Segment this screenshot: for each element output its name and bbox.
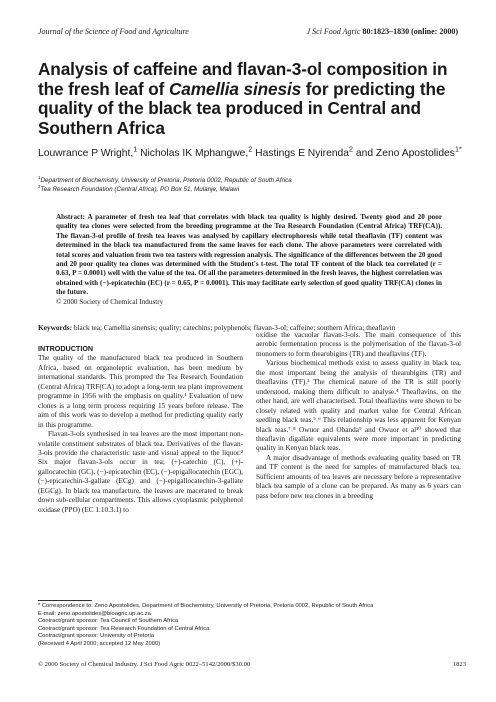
journal-name: Journal of the Science of Food and Agriculture [38, 27, 189, 36]
abstract-label: Abstract: [56, 213, 85, 221]
footnote-rule [38, 600, 92, 601]
abstract-copyright: © 2000 Society of Chemical Industry [56, 297, 164, 306]
paragraph: The quality of the manufactured black tea produced in Southern Africa, based on organoleptic evaluation, has been medium by international standards. This prompted the Tea Research Foundation (Central Africa) TRF(CA) to adopt a long-term tea plant improvement programme in 1956 with the emphasis on quality.¹ Evaluation of new clones is a long term process requiring 15 years before release. The aim of this work was to develop a method for predicting quality early in this programme. [38, 354, 243, 429]
paragraph: Flavan-3-ols synthesised in tea leaves are the most important non-volatile constituent substrates of black tea. Derivatives of the flavan-3-ols provide the characteristic taste and visual appeal to the liquor.² Six major flavan-3-ols occur in tea; (+)-catechin (C), (+)-gallocatechin (GC), (−)-epicatechin (EC), (−)-epigallocatechin (EGC), (−)-epicatechin-3-gallate (ECg) and (−)-epigallocatechin-3-gallate (EGCg). In black tea manufacture, the leaves are macerated to break down sub-cellular compartments. This allows cytoplasmic polyphenol oxidase (PPO) (EC 1.10.3.1) to [38, 430, 243, 514]
footer-copyright: © 2000 Society of Chemical Industry. J Sci Food Agric 0022–5142/2000/$30.00 [38, 661, 251, 668]
author-list [38, 144, 468, 160]
footnotes [38, 603, 468, 649]
abstract [56, 213, 442, 307]
section-heading: INTRODUCTION [38, 344, 94, 353]
abstract-text: A parameter of fresh tea leaf that correlates with black tea quality is highly desired. Twenty good and 20 poor quality tea clones were selected from the breeding programme at the Tea Research Foundation (Central Africa) TRF(CA)). The flavan-3-ol profile of fresh tea leaves was analysed by capillary electrophoresis while total theaflavin (TF) content was determined in the black tea manufactured from the same leaves for each clone. The above parameters were correlated with total scores and valuation from two tea tasters with regression analysis. The significance of the differences between the 20 good and 20 poor quality tea clones was determined with the Student's t-test. The total TF content of the black tea correlated (r = 0.63, P = 0.0001) well with the value of the tea. Of all the parameters determined in the fresh leaves, the highest correlation was obtained with (−)-epicatechin (EC) (r = 0.65, P = 0.0001). This may facilitate early selection of good quality TRF(CA) clones in the future. [56, 213, 442, 297]
affiliation: $^2$Tea Research Foundation (Central Africa), PO Box 51, Mulanje, Malawi [38, 183, 240, 193]
paragraph: oxidise the vacuolar flavan-3-ols. The main consequence of this aerobic fermentation process is the polymerisation of the flavan-3-ol monomers to form thearubigins (TR) and theaflavins (TF). [256, 331, 461, 358]
author: and Zeno Apostolides$^{1*}$ [353, 144, 462, 159]
footnote: * Correspondence to: Zeno Apostolides, Department of Biochemistry, University of Pretoria, Pretoria 0002, Republic of South Africa [38, 603, 374, 609]
author: Hastings E Nyirenda$^2$ [252, 144, 354, 159]
affiliation: $^1$Department of Biochemistry, University of Pretoria, Pretoria 0002, Republic of South Africa [38, 174, 292, 184]
footnote: Contract/grant sponsor: University of Pretoria [38, 633, 154, 640]
citation: J Sci Food Agric 80:1823–1830 (online: 2000) [306, 27, 458, 36]
paragraph: Various biochemical methods exist to assess quality in black tea, the most important being the analysis of thearubigins (TR) and theaflavins (TF).³ The chemical nature of the TR is still poorly understood, making them difficult to analyse.⁴ Theaflavins, on the other hand, are well characterised. Total theaflavins were shown to be closely related with quality and market value for Central African seedling black teas.⁵˒⁶ This relationship was less apparent for Kenyan black teas.⁷˒⁸ Owuor and Obanda⁹ and Owuor et al¹⁰ showed that theaflavin digallate equivalents were more important in predicting quality in Kenyan black teas. [256, 359, 461, 453]
species-name: Camellia sinesis [168, 78, 302, 99]
keywords-label: Keywords: [38, 323, 73, 332]
running-header [38, 27, 458, 36]
footnote: (Received 4 April 2000; accepted 12 May 2000) [38, 640, 161, 647]
paragraph: A major disadvantage of methods evaluating quality based on TR and TF content is the need for samples of manufactured black tea. Sufficient amounts of tea leaves are necessary before a representative black tea sample of a clone can be prepared. As many as 6 years can pass before new tea clones in a breeding [256, 453, 461, 500]
author: Louwrance P Wright,$^1$ [38, 144, 138, 159]
footnote: Contract/grant sponsor: Tea Council of Southern Africa [38, 618, 179, 625]
right-column [256, 331, 461, 501]
author: Nicholas IK Mphangwe,$^2$ [137, 144, 253, 159]
keywords-text: black tea; Camellia sinensis; quality; catechins; polyphenols; flavan-3-ol; caffeine; southern Africa; theaflavin [72, 323, 396, 332]
footnote: E-mail: zeno.apostolides@bioagric.up.ac.za [38, 610, 151, 617]
left-column [38, 344, 243, 515]
page-footer [38, 661, 466, 668]
footnote: Contract/grant sponsor: Tea Research Foundation of Central Africa [38, 625, 210, 632]
article-title: Analysis of caffeine and flavan-3-ol composition in the fresh leaf of Camellia sinesis for predicting the quality of the black tea produced in Central and Southern Africa [38, 59, 448, 138]
page-number: 1823 [452, 661, 466, 668]
